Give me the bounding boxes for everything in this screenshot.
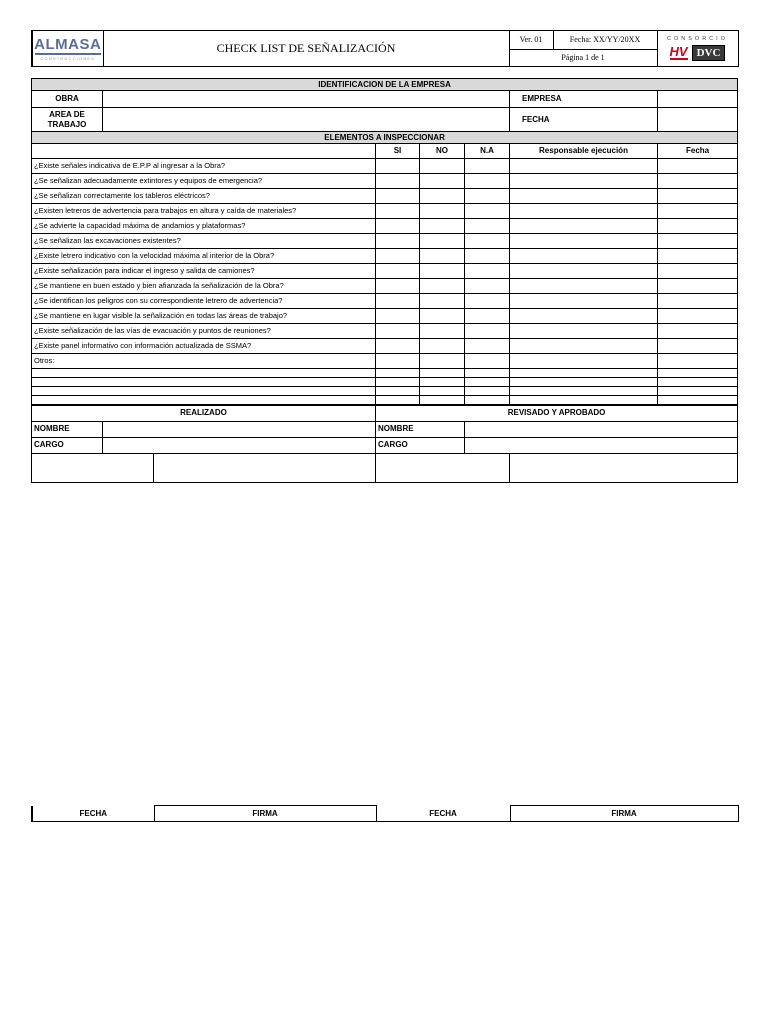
footer-firma-left: FIRMA <box>154 806 376 822</box>
na-cell[interactable] <box>465 324 510 339</box>
blank-row <box>32 378 738 387</box>
checklist-question: ¿Existe señalización de las vías de evacuación y puntos de reuniones? <box>32 324 376 339</box>
nombre-label-right: NOMBRE <box>376 421 465 437</box>
si-cell[interactable] <box>376 264 420 279</box>
na-cell[interactable] <box>465 387 510 396</box>
si-cell[interactable] <box>376 189 420 204</box>
almasa-logo-tagline: CONSTRUCCIONES <box>40 55 96 61</box>
cargo-field-left[interactable] <box>103 437 376 453</box>
fecha-cell[interactable] <box>658 354 738 369</box>
na-cell[interactable] <box>465 279 510 294</box>
responsable-cell[interactable] <box>510 387 658 396</box>
empresa-label: EMPRESA <box>510 91 658 108</box>
responsable-cell[interactable] <box>510 354 658 369</box>
checklist-row <box>32 264 738 279</box>
na-cell[interactable] <box>465 264 510 279</box>
blank-row <box>32 387 738 396</box>
no-cell[interactable] <box>420 369 465 378</box>
checklist-question: ¿Existe señalización para indicar el ingreso y salida de camiones? <box>32 264 376 279</box>
nombre-field-right[interactable] <box>465 421 738 437</box>
document-header <box>31 30 739 67</box>
obra-field[interactable] <box>103 91 510 108</box>
otros-label: Otros: <box>32 354 376 369</box>
cargo-label-right: CARGO <box>376 437 465 453</box>
fecha-sign-left[interactable] <box>32 453 154 482</box>
no-cell[interactable] <box>420 294 465 309</box>
nombre-field-left[interactable] <box>103 421 376 437</box>
date-label: Fecha: XX/YY/20XX <box>553 31 657 50</box>
revisado-header: REVISADO Y APROBADO <box>376 405 738 421</box>
responsable-cell[interactable] <box>510 369 658 378</box>
checklist-row <box>32 324 738 339</box>
si-cell[interactable] <box>376 378 420 387</box>
col-na: N.A <box>465 144 510 159</box>
fecha-cell[interactable] <box>658 339 738 354</box>
na-cell[interactable] <box>465 396 510 406</box>
no-cell[interactable] <box>420 354 465 369</box>
si-cell[interactable] <box>376 219 420 234</box>
na-cell[interactable] <box>465 339 510 354</box>
no-cell[interactable] <box>420 324 465 339</box>
na-cell[interactable] <box>465 204 510 219</box>
checklist-row <box>32 249 738 264</box>
col-si: SI <box>376 144 420 159</box>
no-cell[interactable] <box>420 279 465 294</box>
na-cell[interactable] <box>465 369 510 378</box>
responsable-cell[interactable] <box>510 264 658 279</box>
cargo-field-right[interactable] <box>465 437 738 453</box>
no-cell[interactable] <box>420 189 465 204</box>
responsable-cell[interactable] <box>510 174 658 189</box>
responsable-cell[interactable] <box>510 204 658 219</box>
fecha-cell[interactable] <box>658 189 738 204</box>
blank-row <box>32 396 738 406</box>
section-inspeccionar: ELEMENTOS A INSPECCIONAR <box>32 132 738 144</box>
checklist-row <box>32 174 738 189</box>
checklist-row <box>32 309 738 324</box>
checklist-row <box>32 159 738 174</box>
na-cell[interactable] <box>465 159 510 174</box>
document-title: CHECK LIST DE SEÑALIZACIÓN <box>103 31 509 67</box>
area-label: AREA DE TRABAJO <box>32 108 103 132</box>
version-label: Ver. 01 <box>509 31 553 50</box>
na-cell[interactable] <box>465 189 510 204</box>
responsable-cell[interactable] <box>510 339 658 354</box>
checklist-question: ¿Existen letreros de advertencia para trabajos en altura y caída de materiales? <box>32 204 376 219</box>
no-cell[interactable] <box>420 174 465 189</box>
footer-fecha-left: FECHA <box>32 806 154 822</box>
firma-sign-left[interactable] <box>154 453 376 482</box>
no-cell[interactable] <box>420 396 465 406</box>
items-header-blank <box>32 144 376 159</box>
signature-footer <box>31 805 739 822</box>
checklist-question: ¿Se identifican los peligros con su correspondiente letrero de advertencia? <box>32 294 376 309</box>
fecha-cell[interactable] <box>658 294 738 309</box>
almasa-logo <box>32 31 103 67</box>
si-cell[interactable] <box>376 234 420 249</box>
na-cell[interactable] <box>465 354 510 369</box>
no-cell[interactable] <box>420 264 465 279</box>
fecha-field[interactable] <box>658 108 738 132</box>
fecha-cell[interactable] <box>658 279 738 294</box>
blank-item-cell[interactable] <box>32 387 376 396</box>
blank-item-cell[interactable] <box>32 378 376 387</box>
fecha-cell[interactable] <box>658 159 738 174</box>
col-no: NO <box>420 144 465 159</box>
fecha-sign-right[interactable] <box>376 453 510 482</box>
no-cell[interactable] <box>420 219 465 234</box>
responsable-cell[interactable] <box>510 234 658 249</box>
obra-label: OBRA <box>32 91 103 108</box>
blank-row <box>32 369 738 378</box>
responsable-cell[interactable] <box>510 309 658 324</box>
no-cell[interactable] <box>420 309 465 324</box>
checklist-question: ¿Existe letrero indicativo con la velocidad máxima al interior de la Obra? <box>32 249 376 264</box>
si-cell[interactable] <box>376 339 420 354</box>
checklist-row <box>32 279 738 294</box>
fecha-cell[interactable] <box>658 174 738 189</box>
responsable-cell[interactable] <box>510 324 658 339</box>
blank-item-cell[interactable] <box>32 396 376 406</box>
checklist-form <box>31 78 738 483</box>
na-cell[interactable] <box>465 219 510 234</box>
no-cell[interactable] <box>420 234 465 249</box>
na-cell[interactable] <box>465 294 510 309</box>
no-cell[interactable] <box>420 159 465 174</box>
realizado-header: REALIZADO <box>32 405 376 421</box>
section-identificacion: IDENTIFICACION DE LA EMPRESA <box>32 79 738 91</box>
consorcio-logo <box>657 31 738 67</box>
fecha-cell[interactable] <box>658 396 738 406</box>
si-cell[interactable] <box>376 159 420 174</box>
si-cell[interactable] <box>376 396 420 406</box>
checklist-question: ¿Se señalizan las excavaciones existentes? <box>32 234 376 249</box>
si-cell[interactable] <box>376 294 420 309</box>
si-cell[interactable] <box>376 204 420 219</box>
responsable-cell[interactable] <box>510 159 658 174</box>
na-cell[interactable] <box>465 309 510 324</box>
footer-firma-right: FIRMA <box>510 806 738 822</box>
firma-sign-right[interactable] <box>510 453 738 482</box>
area-field[interactable] <box>103 108 510 132</box>
no-cell[interactable] <box>420 249 465 264</box>
no-cell[interactable] <box>420 378 465 387</box>
fecha-cell[interactable] <box>658 309 738 324</box>
footer-fecha-right: FECHA <box>376 806 510 822</box>
fecha-cell[interactable] <box>658 378 738 387</box>
consorcio-text: CONSORCIO <box>667 36 728 42</box>
na-cell[interactable] <box>465 378 510 387</box>
si-cell[interactable] <box>376 309 420 324</box>
responsable-cell[interactable] <box>510 219 658 234</box>
fecha-cell[interactable] <box>658 387 738 396</box>
no-cell[interactable] <box>420 387 465 396</box>
fecha-cell[interactable] <box>658 204 738 219</box>
otros-row <box>32 354 738 369</box>
checklist-question: ¿Se advierte la capacidad máxima de andamios y plataformas? <box>32 219 376 234</box>
checklist-question: ¿Existe señales indicativa de E.P.P al ingresar a la Obra? <box>32 159 376 174</box>
fecha-cell[interactable] <box>658 234 738 249</box>
responsable-cell[interactable] <box>510 396 658 406</box>
checklist-row <box>32 219 738 234</box>
checklist-question: ¿Se señalizan adecuadamente extintores y equipos de emergencia? <box>32 174 376 189</box>
empresa-field[interactable] <box>658 91 738 108</box>
checklist-question: ¿Existe panel informativo con información actualizada de SSMA? <box>32 339 376 354</box>
si-cell[interactable] <box>376 249 420 264</box>
si-cell[interactable] <box>376 324 420 339</box>
responsable-cell[interactable] <box>510 378 658 387</box>
checklist-question: ¿Se mantiene en buen estado y bien afianzada la señalización de la Obra? <box>32 279 376 294</box>
si-cell[interactable] <box>376 369 420 378</box>
fecha-label: FECHA <box>510 108 658 132</box>
dvc-logo: DVC <box>692 45 726 61</box>
na-cell[interactable] <box>465 174 510 189</box>
checklist-row <box>32 204 738 219</box>
checklist-row <box>32 234 738 249</box>
blank-item-cell[interactable] <box>32 369 376 378</box>
col-fecha: Fecha <box>658 144 738 159</box>
no-cell[interactable] <box>420 204 465 219</box>
no-cell[interactable] <box>420 339 465 354</box>
si-cell[interactable] <box>376 279 420 294</box>
checklist-row <box>32 189 738 204</box>
responsable-cell[interactable] <box>510 279 658 294</box>
fecha-cell[interactable] <box>658 249 738 264</box>
hv-logo: HV <box>669 43 688 59</box>
na-cell[interactable] <box>465 249 510 264</box>
checklist-question: ¿Se mantiene en lugar visible la señalización en todas las áreas de trabajo? <box>32 309 376 324</box>
checklist-question: ¿Se señalizan correctamente los tableros eléctricos? <box>32 189 376 204</box>
si-cell[interactable] <box>376 354 420 369</box>
checklist-row <box>32 294 738 309</box>
page-number: Página 1 de 1 <box>509 49 657 67</box>
nombre-label-left: NOMBRE <box>32 421 103 437</box>
fecha-cell[interactable] <box>658 369 738 378</box>
cargo-label-left: CARGO <box>32 437 103 453</box>
almasa-logo-text: ALMASA <box>34 35 102 53</box>
fecha-cell[interactable] <box>658 219 738 234</box>
responsable-cell[interactable] <box>510 189 658 204</box>
si-cell[interactable] <box>376 387 420 396</box>
responsable-cell[interactable] <box>510 249 658 264</box>
na-cell[interactable] <box>465 234 510 249</box>
fecha-cell[interactable] <box>658 264 738 279</box>
responsable-cell[interactable] <box>510 294 658 309</box>
checklist-row <box>32 339 738 354</box>
almasa-logo-bar <box>35 53 101 55</box>
col-responsable: Responsable ejecución <box>510 144 658 159</box>
si-cell[interactable] <box>376 174 420 189</box>
fecha-cell[interactable] <box>658 324 738 339</box>
